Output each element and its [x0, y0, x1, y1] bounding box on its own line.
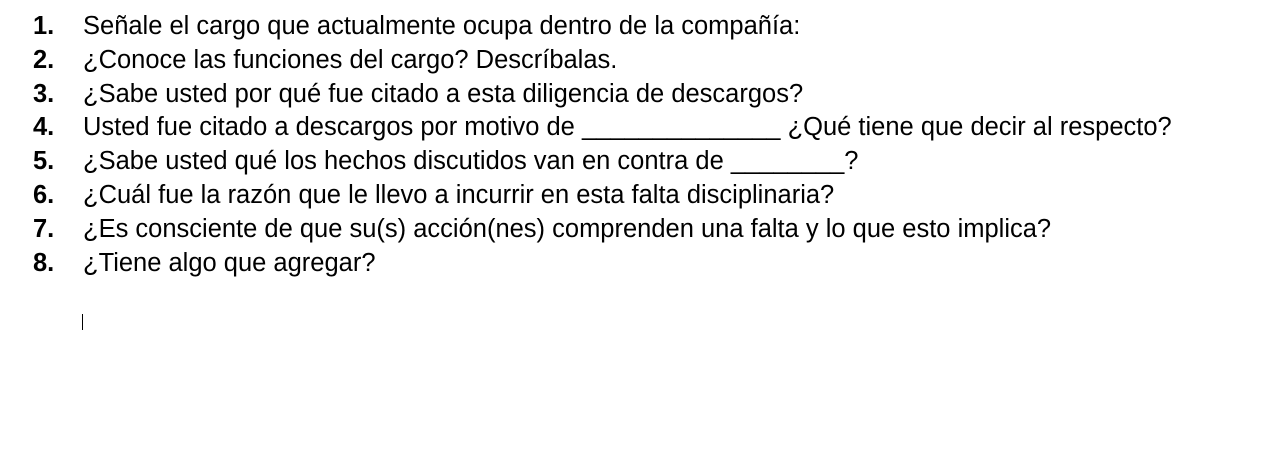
list-item-text: ¿Cuál fue la razón que le llevo a incurrir en esta falta disciplinaria? [83, 180, 835, 209]
list-item [33, 44, 1213, 78]
list-number: 4. [33, 113, 55, 142]
list-item [33, 111, 1213, 145]
list-item-text: ¿Es consciente de que su(s) acción(nes) comprenden una falta y lo que esto implica? [83, 214, 1052, 243]
list-item-text: Señale el cargo que actualmente ocupa dentro de la compañía: [83, 12, 801, 40]
list-item-text: Usted fue citado a descargos por motivo de ______________ ¿Qué tiene que decir al respecto? [83, 113, 1172, 142]
list-item [33, 78, 1213, 112]
list-number: 3. [33, 79, 55, 108]
list-item-text: ¿Conoce las funciones del cargo? Descríbalas. [83, 45, 618, 74]
list-item [33, 145, 1213, 179]
list-item-text: ¿Sabe usted por qué fue citado a esta diligencia de descargos? [83, 79, 804, 108]
list-item-text: ¿Tiene algo que agregar? [83, 248, 376, 277]
list-item [33, 10, 1213, 44]
text-cursor [82, 314, 83, 330]
question-list [33, 10, 1213, 280]
list-number: 8. [33, 248, 55, 277]
list-number: 6. [33, 180, 55, 209]
list-item [33, 179, 1213, 213]
list-number: 7. [33, 214, 55, 243]
list-item [33, 247, 1213, 281]
list-number: 1. [33, 12, 55, 40]
list-number: 2. [33, 45, 55, 74]
list-item [33, 213, 1213, 247]
list-number: 5. [33, 147, 55, 176]
list-item-text: ¿Sabe usted qué los hechos discutidos van en contra de ________? [83, 147, 859, 176]
